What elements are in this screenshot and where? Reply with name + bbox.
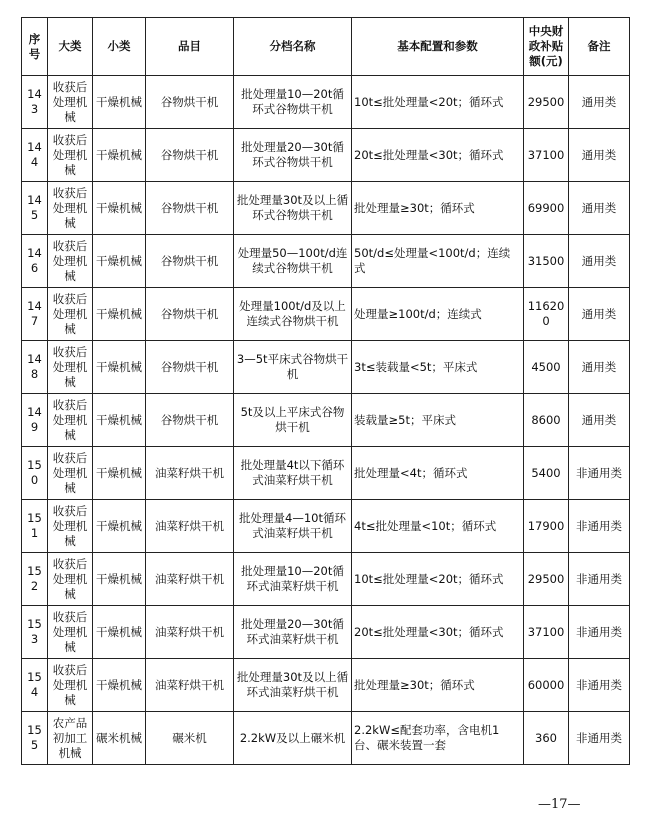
page-number: —17— (538, 797, 581, 812)
cell-grade-name: 批处理量30t及以上循环式谷物烘干机 (234, 182, 352, 235)
cell-config-params: 20t≤批处理量<30t；循环式 (352, 129, 524, 182)
cell-subsidy-amount: 37100 (524, 129, 569, 182)
cell-subsidy-amount: 60000 (524, 659, 569, 712)
cell-subsidy-amount: 29500 (524, 76, 569, 129)
cell-item: 油菜籽烘干机 (146, 606, 234, 659)
cell-major-category: 收获后处理机械 (48, 659, 93, 712)
cell-config-params: 50t/d≤处理量<100t/d；连续式 (352, 235, 524, 288)
cell-config-params: 批处理量≥30t；循环式 (352, 659, 524, 712)
cell-config-params: 装载量≥5t；平床式 (352, 394, 524, 447)
cell-grade-name: 批处理量20—30t循环式油菜籽烘干机 (234, 606, 352, 659)
table-row (22, 659, 630, 712)
cell-grade-name: 批处理量30t及以上循环式油菜籽烘干机 (234, 659, 352, 712)
cell-config-params: 10t≤批处理量<20t；循环式 (352, 76, 524, 129)
cell-seq: 150 (22, 447, 48, 500)
cell-subsidy-amount: 8600 (524, 394, 569, 447)
cell-item: 谷物烘干机 (146, 235, 234, 288)
cell-subsidy-amount: 31500 (524, 235, 569, 288)
cell-seq: 143 (22, 76, 48, 129)
cell-minor-category: 干燥机械 (93, 500, 146, 553)
cell-remark: 通用类 (569, 394, 630, 447)
cell-config-params: 10t≤批处理量<20t；循环式 (352, 553, 524, 606)
cell-config-params: 4t≤批处理量<10t；循环式 (352, 500, 524, 553)
header-major-category: 大类 (48, 18, 93, 76)
cell-config-params: 2.2kW≤配套功率，含电机1台、碾米装置一套 (352, 712, 524, 765)
cell-item: 油菜籽烘干机 (146, 500, 234, 553)
cell-seq: 147 (22, 288, 48, 341)
table-row (22, 129, 630, 182)
cell-seq: 153 (22, 606, 48, 659)
cell-subsidy-amount: 116200 (524, 288, 569, 341)
cell-grade-name: 批处理量10—20t循环式油菜籽烘干机 (234, 553, 352, 606)
cell-subsidy-amount: 4500 (524, 341, 569, 394)
cell-seq: 155 (22, 712, 48, 765)
cell-remark: 通用类 (569, 288, 630, 341)
cell-seq: 151 (22, 500, 48, 553)
header-minor-category: 小类 (93, 18, 146, 76)
cell-remark: 非通用类 (569, 606, 630, 659)
cell-major-category: 收获后处理机械 (48, 394, 93, 447)
cell-item: 谷物烘干机 (146, 129, 234, 182)
table-row (22, 447, 630, 500)
cell-grade-name: 2.2kW及以上碾米机 (234, 712, 352, 765)
cell-item: 谷物烘干机 (146, 182, 234, 235)
cell-remark: 通用类 (569, 341, 630, 394)
cell-grade-name: 处理量50—100t/d连续式谷物烘干机 (234, 235, 352, 288)
header-config-params: 基本配置和参数 (352, 18, 524, 76)
table-row (22, 553, 630, 606)
cell-remark: 通用类 (569, 235, 630, 288)
cell-subsidy-amount: 29500 (524, 553, 569, 606)
cell-config-params: 20t≤批处理量<30t；循环式 (352, 606, 524, 659)
header-item: 品目 (146, 18, 234, 76)
header-seq: 序号 (22, 18, 48, 76)
cell-remark: 通用类 (569, 182, 630, 235)
cell-config-params: 批处理量≥30t；循环式 (352, 182, 524, 235)
table-row (22, 288, 630, 341)
cell-major-category: 收获后处理机械 (48, 606, 93, 659)
cell-seq: 145 (22, 182, 48, 235)
cell-remark: 通用类 (569, 76, 630, 129)
cell-subsidy-amount: 360 (524, 712, 569, 765)
cell-grade-name: 3—5t平床式谷物烘干机 (234, 341, 352, 394)
cell-grade-name: 5t及以上平床式谷物烘干机 (234, 394, 352, 447)
cell-seq: 152 (22, 553, 48, 606)
table-row (22, 606, 630, 659)
cell-remark: 非通用类 (569, 659, 630, 712)
table-row (22, 500, 630, 553)
cell-item: 碾米机 (146, 712, 234, 765)
cell-seq: 149 (22, 394, 48, 447)
cell-grade-name: 批处理量20—30t循环式谷物烘干机 (234, 129, 352, 182)
table-row (22, 341, 630, 394)
cell-major-category: 收获后处理机械 (48, 76, 93, 129)
table-row (22, 235, 630, 288)
cell-major-category: 农产品初加工机械 (48, 712, 93, 765)
cell-minor-category: 干燥机械 (93, 341, 146, 394)
cell-minor-category: 干燥机械 (93, 394, 146, 447)
cell-item: 油菜籽烘干机 (146, 447, 234, 500)
cell-remark: 非通用类 (569, 447, 630, 500)
cell-item: 谷物烘干机 (146, 76, 234, 129)
cell-seq: 144 (22, 129, 48, 182)
cell-seq: 154 (22, 659, 48, 712)
cell-minor-category: 碾米机械 (93, 712, 146, 765)
cell-config-params: 处理量≥100t/d；连续式 (352, 288, 524, 341)
cell-minor-category: 干燥机械 (93, 76, 146, 129)
cell-subsidy-amount: 37100 (524, 606, 569, 659)
cell-major-category: 收获后处理机械 (48, 447, 93, 500)
cell-major-category: 收获后处理机械 (48, 288, 93, 341)
cell-minor-category: 干燥机械 (93, 606, 146, 659)
cell-grade-name: 批处理量10—20t循环式谷物烘干机 (234, 76, 352, 129)
cell-grade-name: 批处理量4—10t循环式油菜籽烘干机 (234, 500, 352, 553)
cell-major-category: 收获后处理机械 (48, 500, 93, 553)
cell-minor-category: 干燥机械 (93, 182, 146, 235)
cell-major-category: 收获后处理机械 (48, 553, 93, 606)
table-row (22, 76, 630, 129)
cell-minor-category: 干燥机械 (93, 129, 146, 182)
cell-minor-category: 干燥机械 (93, 553, 146, 606)
cell-minor-category: 干燥机械 (93, 288, 146, 341)
cell-subsidy-amount: 5400 (524, 447, 569, 500)
cell-item: 谷物烘干机 (146, 288, 234, 341)
table-row (22, 182, 630, 235)
cell-remark: 非通用类 (569, 553, 630, 606)
cell-seq: 148 (22, 341, 48, 394)
cell-minor-category: 干燥机械 (93, 659, 146, 712)
cell-item: 谷物烘干机 (146, 394, 234, 447)
cell-subsidy-amount: 17900 (524, 500, 569, 553)
header-remark: 备注 (569, 18, 630, 76)
cell-major-category: 收获后处理机械 (48, 182, 93, 235)
subsidy-table (21, 17, 630, 765)
header-subsidy-amount: 中央财政补贴额(元) (524, 18, 569, 76)
cell-item: 油菜籽烘干机 (146, 553, 234, 606)
table-body (22, 76, 630, 765)
cell-minor-category: 干燥机械 (93, 235, 146, 288)
cell-grade-name: 批处理量4t以下循环式油菜籽烘干机 (234, 447, 352, 500)
cell-seq: 146 (22, 235, 48, 288)
table-row (22, 712, 630, 765)
cell-grade-name: 处理量100t/d及以上连续式谷物烘干机 (234, 288, 352, 341)
header-grade-name: 分档名称 (234, 18, 352, 76)
header-row (22, 18, 630, 76)
cell-subsidy-amount: 69900 (524, 182, 569, 235)
cell-item: 油菜籽烘干机 (146, 659, 234, 712)
table-header (22, 18, 630, 76)
cell-remark: 非通用类 (569, 712, 630, 765)
cell-remark: 非通用类 (569, 500, 630, 553)
cell-config-params: 3t≤装载量<5t；平床式 (352, 341, 524, 394)
cell-config-params: 批处理量<4t；循环式 (352, 447, 524, 500)
cell-item: 谷物烘干机 (146, 341, 234, 394)
table-row (22, 394, 630, 447)
cell-major-category: 收获后处理机械 (48, 129, 93, 182)
cell-major-category: 收获后处理机械 (48, 341, 93, 394)
cell-minor-category: 干燥机械 (93, 447, 146, 500)
cell-remark: 通用类 (569, 129, 630, 182)
cell-major-category: 收获后处理机械 (48, 235, 93, 288)
